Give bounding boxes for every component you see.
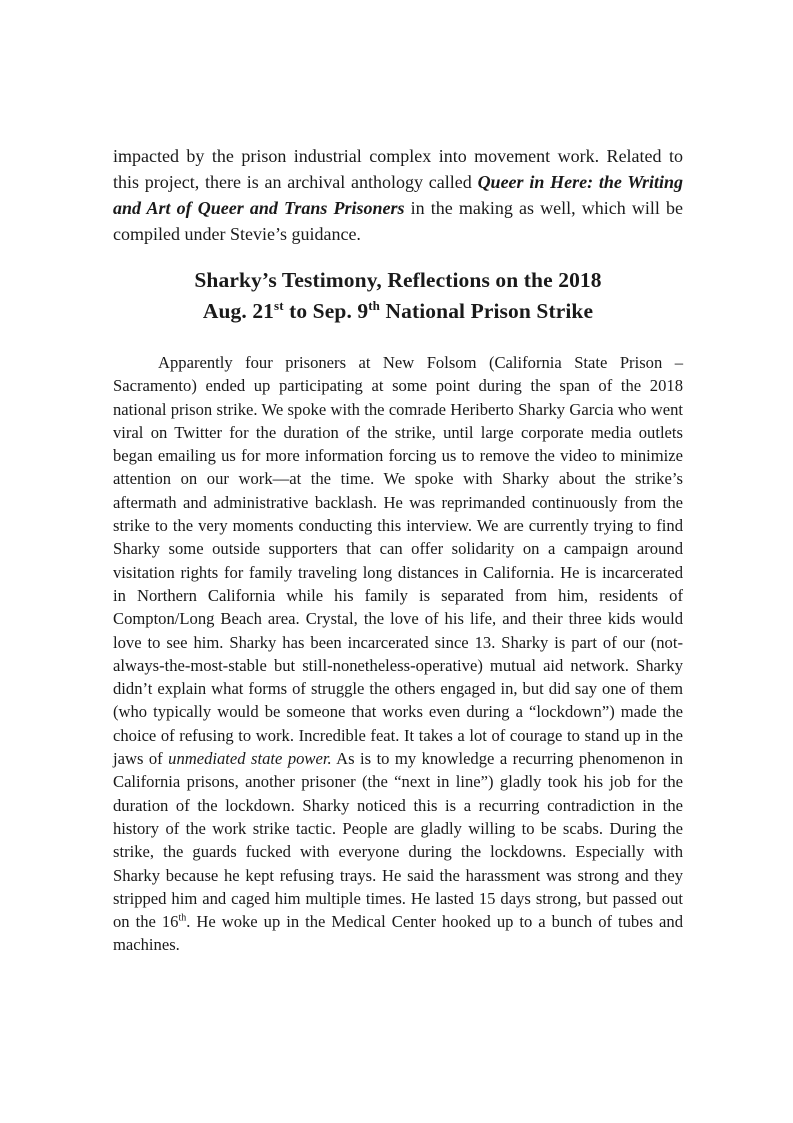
- heading-ordinal-1: st: [274, 297, 284, 313]
- testimony-paragraph: [113, 351, 683, 957]
- heading-line-2-part-c: National Prison Strike: [380, 299, 594, 323]
- anthology-title: Queer in Here: the Writing and Art of Queer and Trans Prisoners: [113, 172, 683, 218]
- heading-ordinal-2: th: [368, 297, 381, 313]
- testimony-text-middle: As is to my knowledge a recurring phenomenon in California prisons, another prisoner (the “next in line”) gladly took his job for the duration of the lockdown. Sharky noticed this is a recurring contradiction in the history of the work strike tactic. People are gladly willing to be scabs. During the strike, the guards fucked with everyone during the lockdowns. Especially with Sharky because he kept refusing trays. He said the harassment was strong and they stripped him and caged him multiple times. He lasted 15 days strong, but passed out on the 16: [113, 749, 683, 932]
- testimony-text-end: . He woke up in the Medical Center hooked up to a bunch of tubes and machines.: [113, 912, 683, 955]
- section-heading: [113, 265, 683, 327]
- testimony-text-start: Apparently four prisoners at New Folsom (California State Prison – Sacramento) ended up participating at some point during the span of the 2018 national prison strike. We spoke with the comrade Heriberto Sharky Garcia who went viral on Twitter for the duration of the strike, until large corporate media outlets began emailing us for more information forcing us to remove the video to minimize attention on our work—at the time. We spoke with Sharky about the strike’s aftermath and administrative backlash. He was reprimanded continuously from the strike to the very moments conducting this interview. We are currently trying to find Sharky some outside supporters that can offer solidarity on a campaign around visitation rights for family traveling long distances in California. He is incarcerated in Northern California while his family is separated from him, residents of Compton/Long Beach area. Crystal, the love of his life, and their three kids would love to see him. Sharky has been incarcerated since 13. Sharky is part of our (not-always-the-most-stable but still-nonetheless-operative) mutual aid network. Sharky didn’t explain what forms of struggle the others engaged in, but did say one of them (who typically would be someone that works even during a “lockdown”) made the choice of refusing to work. Incredible feat. It takes a lot of courage to stand up in the jaws of: [113, 353, 683, 769]
- heading-line-2-part-b: to Sep. 9: [283, 299, 369, 323]
- heading-line-2-part-a: Aug. 21: [202, 299, 275, 323]
- emphasis-phrase: unmediated state power.: [168, 749, 332, 769]
- intro-text-start: impacted by the prison industrial complex into movement work. Related to this project, there is an archival anthology called: [113, 146, 683, 192]
- heading-line-1: Sharky’s Testimony, Reflections on the 2018: [194, 268, 602, 292]
- ordinal-suffix: th: [178, 912, 187, 924]
- intro-paragraph: [113, 143, 683, 247]
- intro-text-end: in the making as well, which will be compiled under Stevie’s guidance.: [113, 198, 683, 244]
